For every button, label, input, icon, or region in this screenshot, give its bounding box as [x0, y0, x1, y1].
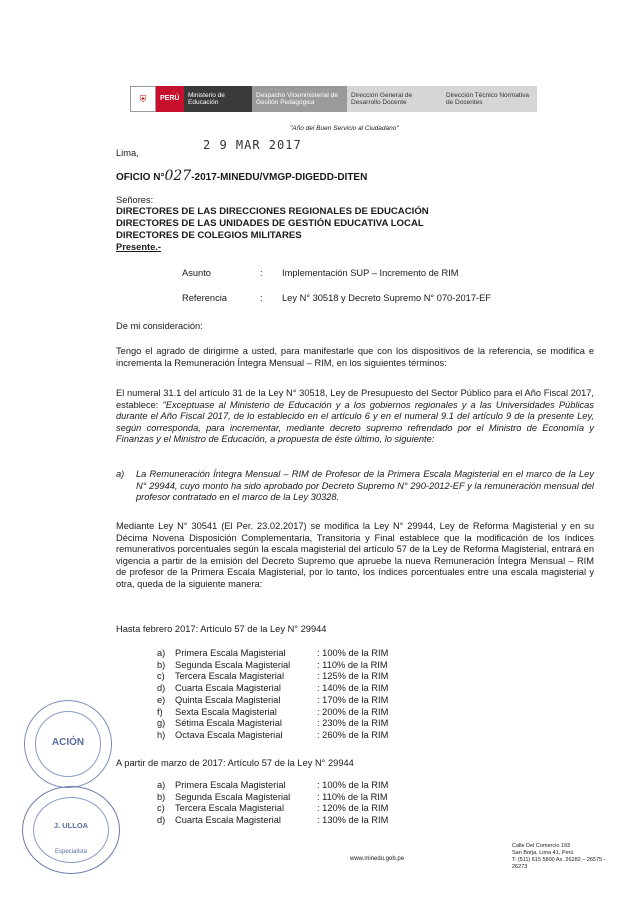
ministry-label: Ministerio de Educación — [184, 86, 252, 112]
coat-of-arms-icon: ⛨ — [130, 86, 156, 112]
scale-row — [157, 671, 388, 683]
address-line-3: T: (511) 615 5800 Ax. 26282 – 26575 - — [512, 857, 606, 863]
scale-row — [157, 803, 388, 815]
address-line-4: 26273 — [512, 864, 528, 870]
scale-value: : 120% de la RIM — [317, 803, 389, 814]
paragraph-2-quote: "Exceptuase al Ministerio de Educación y a los gobiernos regionales y a las Universidades Públicas durante el Año Fiscal 2017, de lo establecido en el artículo 6 y en el numeral 9.1 del artículo 9 de la presente Ley, según corresponda, para incrementar, mediante decreto supremo refrendado por el Ministro de Economía y Finanzas y el Ministro de Educación, a propuesta de éste último, lo siguiente: — [116, 399, 594, 444]
oficio-prefix: OFICIO N° — [116, 172, 165, 183]
footer-website: www.minedu.gob.pe — [350, 856, 405, 862]
scale-row — [157, 648, 388, 660]
referencia-value: Ley N° 30518 y Decreto Supremo N° 070-2017-EF — [282, 293, 491, 303]
paragraph-3: Mediante Ley N° 30541 (El Per. 23.02.2017) se modifica la Ley N° 29944, Ley de Reforma Magisterial y en su Décima Novena Disposición Complementaria, Transitoria y Final establece que la modificación de los índices remunerativos porcentuales según la escala magisterial del artículo 57 de la Ley de Reforma Magisterial, entrará en vigencia a partir de la emisión del Decreto Supremo que apruebe la nueva Remuneración Íntegra Mensual – RIM de profesor de la Primera Escala Magisterial, por lo tanto, los índices porcentuales entre una escala magisterial y otra, queda de la siguiente manera: — [116, 521, 594, 589]
scale-letter: b) — [157, 791, 166, 802]
scale-row — [157, 730, 388, 742]
address-line-1: Calle Del Comercio 193 — [512, 843, 571, 849]
paragraph-2 — [116, 388, 594, 446]
scale-row — [157, 815, 388, 827]
office2-label: Dirección General de Desarrollo Docente — [347, 86, 442, 112]
footer-address — [512, 843, 605, 871]
scale-letter: g) — [157, 718, 166, 729]
address-line-2: San Borja, Lima 41, Perú — [512, 850, 574, 856]
scale-name: Tercera Escala Magisterial — [175, 671, 285, 682]
specialist-name: J. ULLOA — [53, 821, 89, 830]
scale-value: : 140% de la RIM — [317, 683, 389, 694]
scale-value: : 100% de la RIM — [317, 780, 389, 790]
handwritten-date: 2 9 MAR 2017 — [203, 138, 302, 152]
recipient-3: DIRECTORES DE COLEGIOS MILITARES — [116, 230, 302, 241]
scale-letter: e) — [157, 694, 166, 705]
oficio-handwritten-number: 027 — [164, 168, 192, 184]
scale-name: Sexta Escala Magisterial — [175, 706, 277, 717]
scale-value: : 110% de la RIM — [317, 659, 388, 670]
seal-text: ACIÓN — [51, 737, 85, 748]
scale-name: Quinta Escala Magisterial — [175, 694, 281, 705]
list1 — [157, 648, 388, 742]
scale-name: Octava Escala Magisterial — [175, 729, 283, 740]
scale-row — [157, 780, 388, 792]
specialist-role: Especialista — [54, 849, 87, 855]
scale-value: : 100% de la RIM — [317, 648, 389, 658]
referencia-colon: : — [260, 293, 263, 303]
opening: De mi consideración: — [116, 321, 203, 331]
oficio-number — [116, 168, 367, 184]
scale-name: Primera Escala Magisterial — [175, 780, 286, 790]
oficio-suffix: -2017-MINEDU/VMGP-DIGEDD-DITEN — [191, 172, 368, 183]
scale-row — [157, 792, 388, 804]
scale-row — [157, 683, 388, 695]
greeting: Señores: — [116, 195, 154, 205]
scale-letter: b) — [157, 659, 166, 670]
scale-value: : 170% de la RIM — [317, 694, 389, 705]
recipient-2: DIRECTORES DE LAS UNIDADES DE GESTIÓN EDUCATIVA LOCAL — [116, 218, 424, 229]
country-label: PERÚ — [156, 86, 184, 112]
scale-value: : 130% de la RIM — [317, 815, 389, 826]
asunto-label: Asunto — [182, 268, 211, 278]
scale-value: : 260% de la RIM — [317, 729, 389, 740]
scale-name: Tercera Escala Magisterial — [175, 803, 285, 814]
scale-letter: d) — [157, 815, 166, 826]
scale-name: Cuarta Escala Magisterial — [175, 815, 281, 826]
paragraph-2-item-letter: a) — [116, 469, 125, 479]
presente-label: Presente.- — [116, 242, 161, 252]
office3-label: Dirección Técnico Normativa de Docentes — [442, 86, 537, 112]
scale-name: Cuarta Escala Magisterial — [175, 683, 281, 694]
scale-letter: a) — [157, 780, 166, 790]
paragraph-1: Tengo el agrado de dirigirme a usted, para manifestarle que con los dispositivos de la referencia, se modifica e incrementa la Remuneración Íntegra Mensual – RIM, en los siguientes términos: — [116, 346, 594, 368]
list2-title: A partir de marzo de 2017: Artículo 57 de la Ley N° 29944 — [116, 758, 354, 768]
office1-label: Despacho Viceministerial de Gestión Pedagógica — [252, 86, 347, 112]
recipient-1: DIRECTORES DE LAS DIRECCIONES REGIONALES DE EDUCACIÓN — [116, 206, 429, 217]
year-motto: "Año del Buen Servicio al Ciudadano" — [290, 125, 399, 132]
scale-letter: a) — [157, 648, 166, 658]
scale-value: : 110% de la RIM — [317, 791, 388, 802]
paragraph-2-item-text: La Remuneración Íntegra Mensual – RIM de Profesor de la Primera Escala Magisterial en el marco de la Ley N° 29944, cuyo monto ha sido aprobado por Decreto Supremo N° 290-2012-EF y la remuneración mensual del profesor contratado en el marco de la Ley 30328. — [136, 469, 594, 502]
scale-name: Primera Escala Magisterial — [175, 648, 286, 658]
scale-name: Segunda Escala Magisterial — [175, 791, 291, 802]
scale-value: : 125% de la RIM — [317, 671, 389, 682]
paragraph-2-intro: El numeral 31.1 del artículo 31 de la Ley N° 30518, Ley de Presupuesto del Sector Público para el Año Fiscal 2017, establece: — [116, 388, 594, 410]
ministry-header — [130, 86, 537, 112]
referencia-label: Referencia — [182, 293, 227, 303]
scale-value: : 200% de la RIM — [317, 706, 389, 717]
scale-row — [157, 718, 388, 730]
city-label: Lima, — [116, 148, 139, 158]
scale-name: Segunda Escala Magisterial — [175, 659, 291, 670]
specialist-stamp — [22, 786, 120, 874]
scale-letter: h) — [157, 729, 166, 740]
scale-row — [157, 707, 388, 719]
asunto-colon: : — [260, 268, 263, 278]
scale-row — [157, 660, 388, 672]
list1-title: Hasta febrero 2017: Artículo 57 de la Ley N° 29944 — [116, 624, 327, 634]
scale-row — [157, 695, 388, 707]
asunto-value: Implementación SUP – Incremento de RIM — [282, 268, 459, 278]
seal-stamp — [24, 700, 112, 788]
scale-letter: f) — [157, 706, 163, 717]
paragraph-2-item — [116, 469, 594, 504]
scale-value: : 230% de la RIM — [317, 718, 389, 729]
scale-letter: c) — [157, 671, 165, 682]
scale-name: Sétima Escala Magisterial — [175, 718, 282, 729]
scale-letter: d) — [157, 683, 166, 694]
scale-letter: c) — [157, 803, 165, 814]
list2 — [157, 780, 388, 827]
